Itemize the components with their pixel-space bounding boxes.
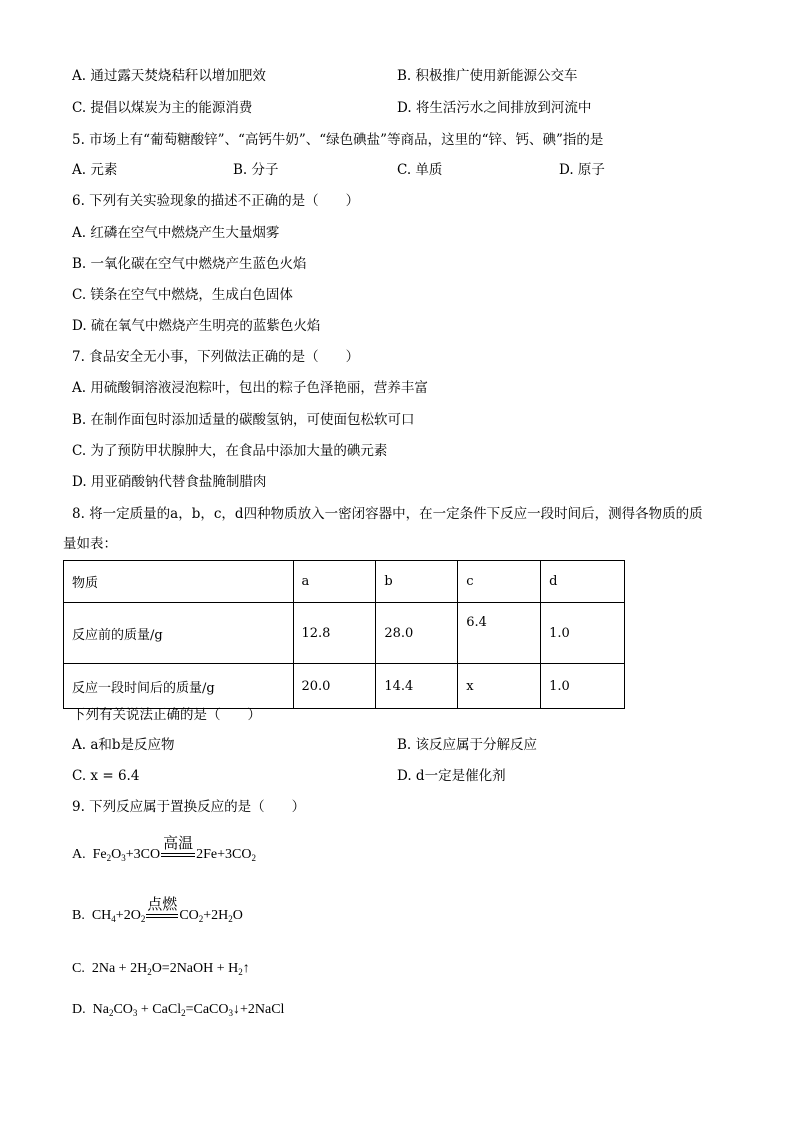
q4-option-c: C. 提倡以煤炭为主的能源消费 [72,100,253,116]
table-cell: d [541,561,625,603]
table-cell: 反应前的质量/g [64,603,294,664]
q9-stem: 9. 下列反应属于置换反应的是（ ） [72,799,306,815]
q7-option-b: B. 在制作面包时添加适量的碳酸氢钠，可使面包松软可口 [72,412,415,428]
table-cell: 1.0 [541,603,625,664]
q5-option-c: C. 单质 [397,162,443,178]
q9-option-a: A. $Fe_2O_3+3CO$ 高温 $2Fe+3CO_2$ [72,834,256,863]
q6-option-b: B. 一氧化碳在空气中燃烧产生蓝色火焰 [72,256,307,272]
option-label: D. [72,1002,86,1017]
q5-option-d: D. 原子 [559,162,605,178]
table-cell: 12.8 [293,603,376,664]
table-cell: 14.4 [376,664,458,709]
q8-sub-stem: 下列有关说法正确的是（ ） [72,707,261,723]
table-row [64,664,625,709]
option-label: A. [72,847,86,862]
q5-stem: 5. 市场上有“葡萄糖酸锌”、“高钙牛奶”、“绿色碘盐”等商品，这里的“锌、钙、碘”指的是 [72,132,604,148]
q8-stem-line2: 量如表： [63,536,117,552]
table-cell: b [376,561,458,603]
table-cell: 28.0 [376,603,458,664]
q5-option-b: B. 分子 [233,162,279,178]
q4-option-b: B. 积极推广使用新能源公交车 [397,68,578,84]
q7-option-d: D. 用亚硝酸钠代替食盐腌制腊肉 [72,474,267,490]
q4-option-a: A. 通过露天焚烧秸秆以增加肥效 [72,68,266,84]
table-row [64,603,625,664]
q7-option-a: A. 用硫酸铜溶液浸泡粽叶，包出的粽子色泽艳丽，营养丰富 [72,380,428,396]
q7-stem: 7. 食品安全无小事，下列做法正确的是（ ） [72,349,360,365]
q6-option-a: A. 红磷在空气中燃烧产生大量烟雾 [72,225,280,241]
table-cell: 物质 [64,561,294,603]
q5-option-a: A. 元素 [72,162,118,178]
table-cell: x [458,664,541,709]
q6-option-c: C. 镁条在空气中燃烧，生成白色固体 [72,287,293,303]
reaction-condition-arrow [146,895,178,925]
table-cell: 20.0 [293,664,376,709]
table-cell: 反应一段时间后的质量/g [64,664,294,709]
q4-option-d: D. 将生活污水之间排放到河流中 [397,100,592,116]
table-header-row [64,561,625,603]
q6-stem: 6. 下列有关实验现象的描述不正确的是（ ） [72,193,360,209]
q9-option-c: C. $2Na + 2H_2O=2NaOH$ + $H_2↑$ [72,961,250,977]
q9-option-d: D. $Na_2CO_3$ + CaCl$_2$=CaCO$_3$↓+2NaCl [72,1002,285,1018]
q8-stem-line1: 8. 将一定质量的a，b，c，d四种物质放入一密闭容器中，在一定条件下反应一段时间后，测得各物质的质 [72,506,703,522]
q7-option-c: C. 为了预防甲状腺肿大，在食品中添加大量的碘元素 [72,443,388,459]
table-cell: c [458,561,541,603]
table-cell: a [293,561,376,603]
option-label: B. [72,908,85,923]
q8-mass-table [63,560,625,709]
q6-option-d: D. 硫在氧气中燃烧产生明亮的蓝紫色火焰 [72,318,321,334]
q8-option-a: A. a和b是反应物 [72,737,175,753]
q8-option-d: D. d一定是催化剂 [397,768,506,784]
condition-text: 高温 [163,834,194,852]
q8-option-b: B. 该反应属于分解反应 [397,737,538,753]
condition-text: 点燃 [147,895,178,913]
q9-option-b: B. $CH_4+2O_2$ 点燃 $CO_2+2H_2O$ [72,895,243,924]
table-cell: 6.4 [458,603,541,664]
table-cell: 1.0 [541,664,625,709]
reaction-condition-arrow [161,834,195,864]
option-label: C. [72,961,85,976]
q8-option-c: C. x = 6.4 [72,768,140,784]
